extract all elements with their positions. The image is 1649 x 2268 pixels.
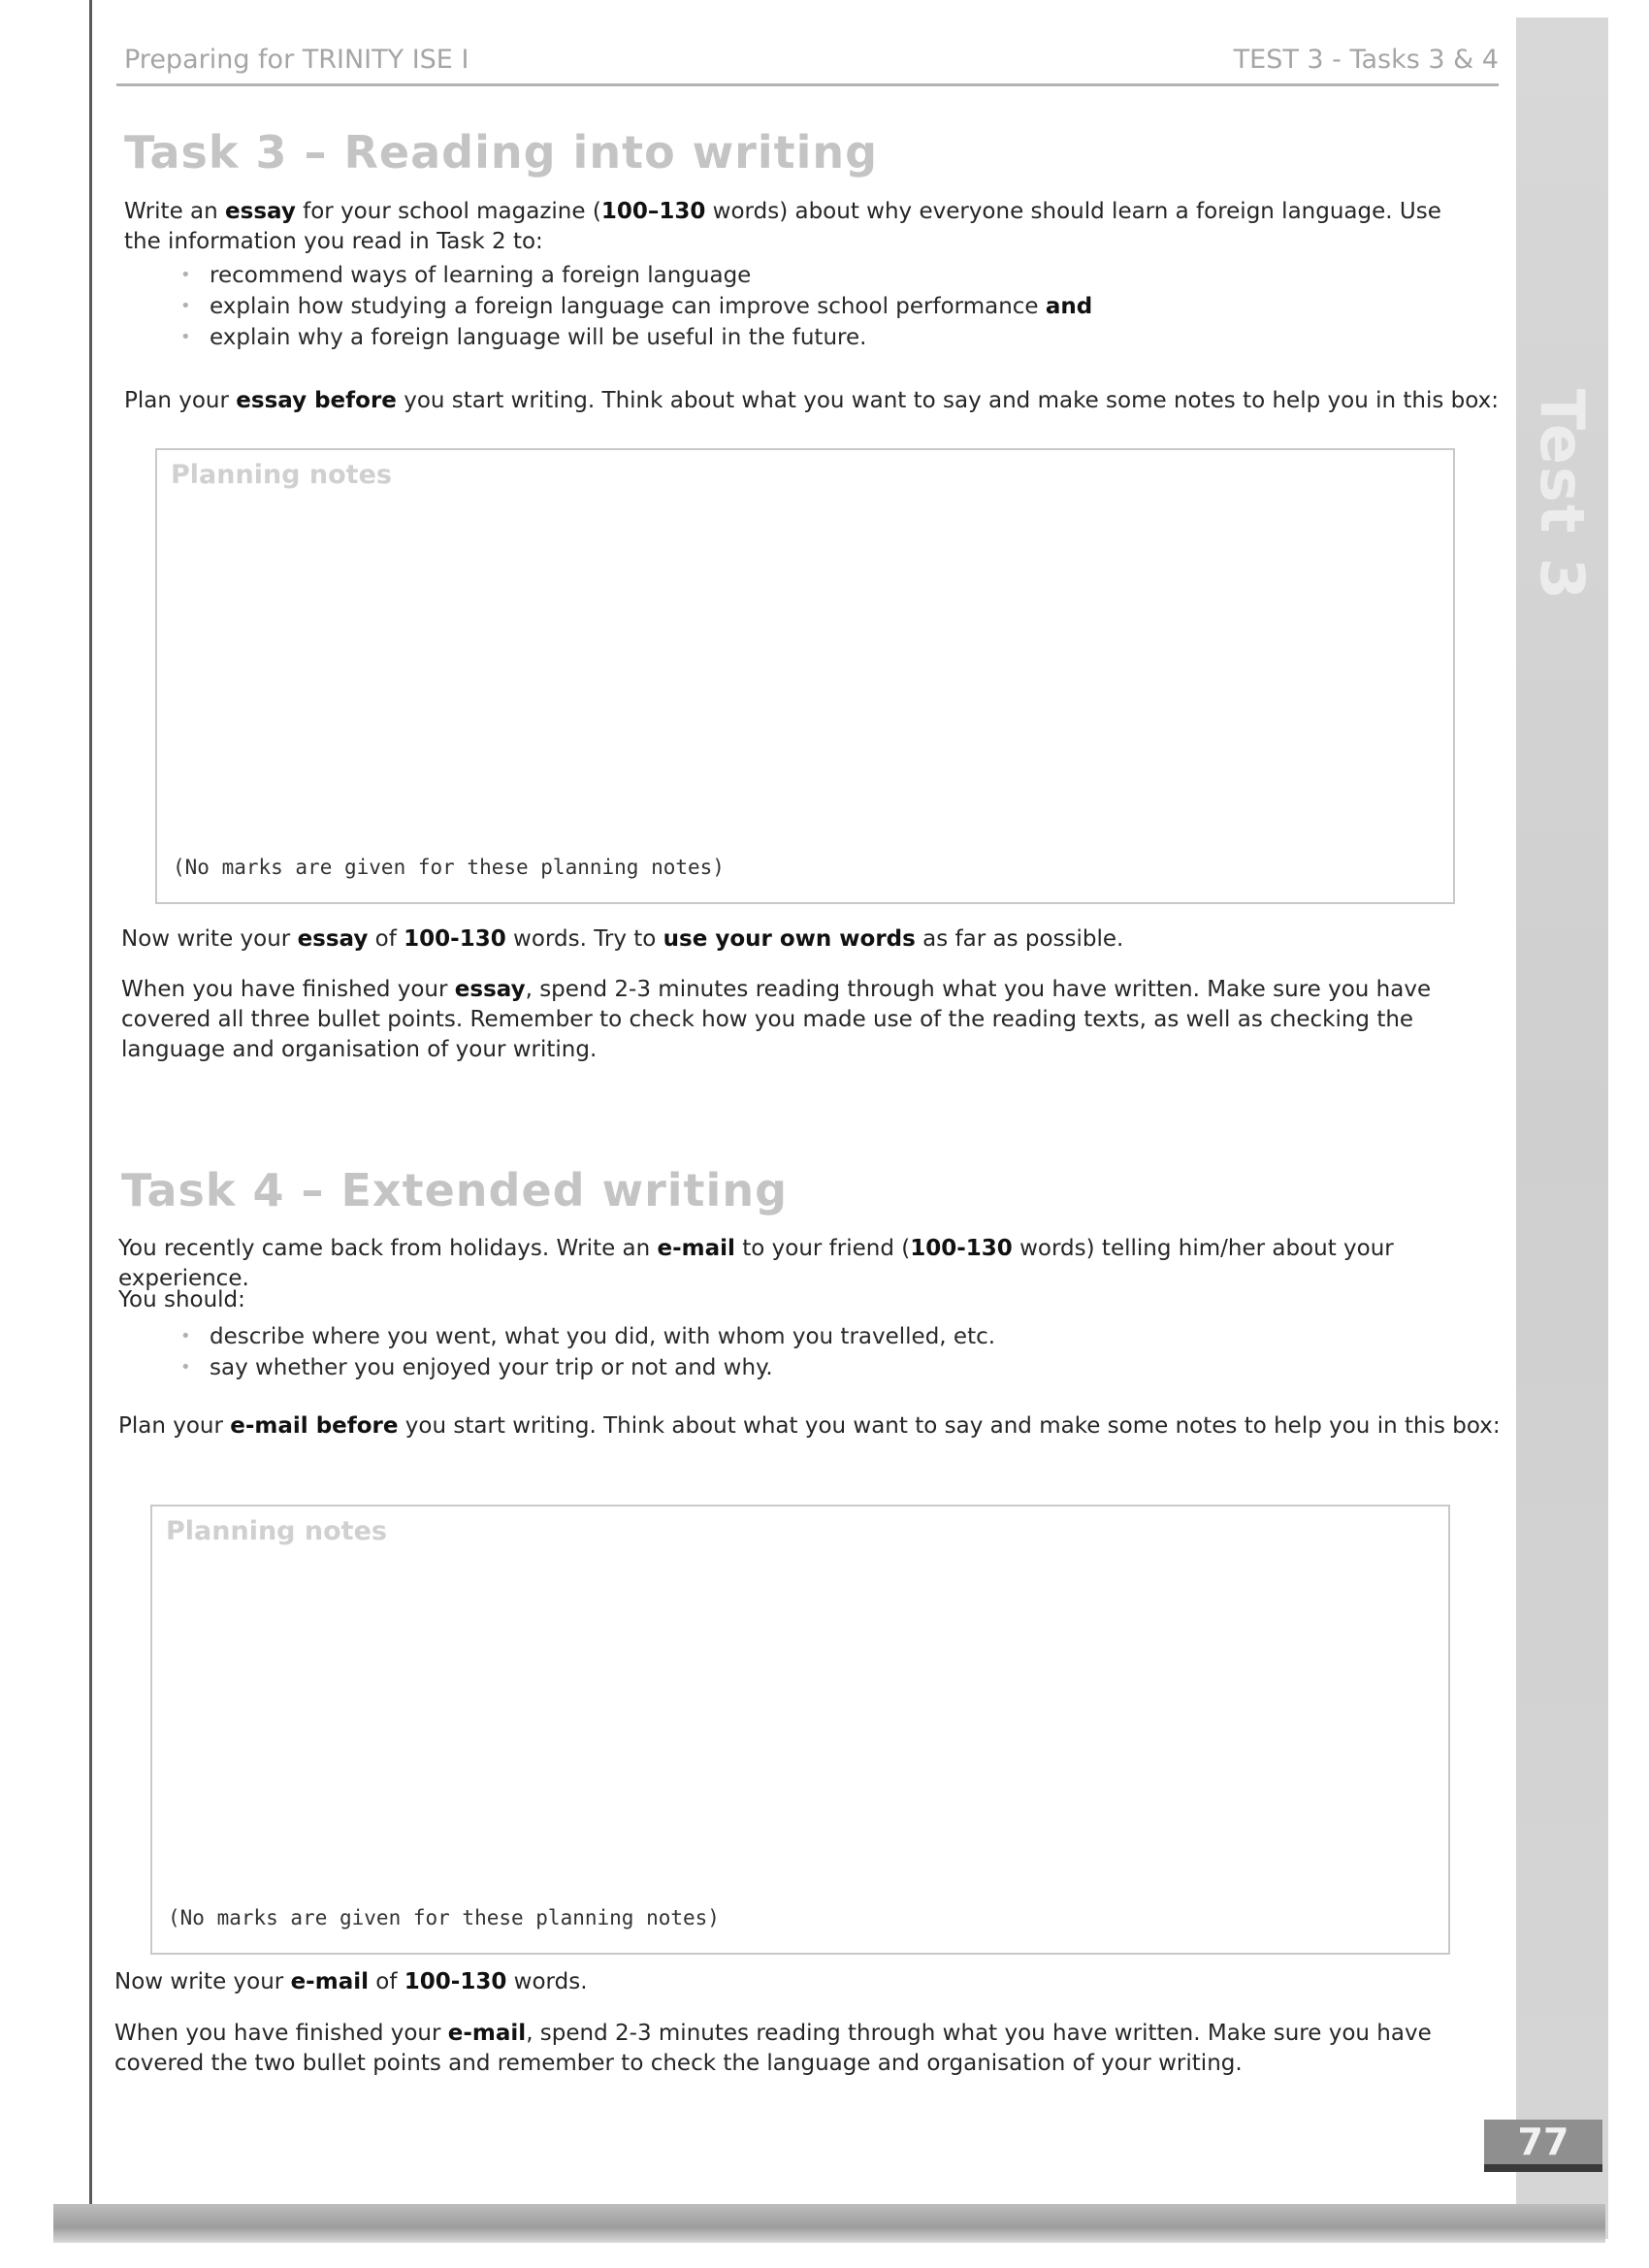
text-run: for your school magazine ( bbox=[295, 199, 601, 224]
bold-text-run: e-mail bbox=[657, 1236, 735, 1261]
task3-title: Task 3 – Reading into writing bbox=[124, 126, 879, 178]
task3-bullet-list bbox=[180, 260, 1441, 353]
text-run: words. bbox=[506, 1969, 588, 1994]
text-run: , spend 2-3 minutes reading through what you have written. Make sure you have covered all three bullet points. Remember to check how you made use of the reading texts, as well as checking the language and organisation of your writing. bbox=[121, 977, 1432, 1062]
text-run: words) telling him/her about your experience. bbox=[118, 1236, 1394, 1291]
text-run: of bbox=[368, 1969, 404, 1994]
header-section: TEST 3 - Tasks 3 & 4 bbox=[1233, 45, 1499, 75]
text-run: You recently came back from holidays. Write an bbox=[118, 1236, 658, 1261]
task3-finished-instruction bbox=[121, 975, 1479, 1065]
text-run: you start writing. Think about what you want to say and make some notes to help you in this box: bbox=[398, 1413, 1501, 1439]
text-run: When you have finished your bbox=[114, 2021, 448, 2046]
text-run: describe where you went, what you did, with whom you travelled, etc. bbox=[210, 1324, 996, 1349]
task3-notes-title: Planning notes bbox=[171, 460, 392, 490]
text-run: Write an bbox=[124, 199, 226, 224]
bold-text-run: essay before bbox=[236, 388, 397, 413]
bold-text-run: e-mail bbox=[290, 1969, 369, 1994]
text-run: Now write your bbox=[114, 1969, 291, 1994]
bold-text-run: use your own words bbox=[663, 926, 916, 952]
page-number: 77 bbox=[1484, 2120, 1602, 2172]
bullet-item bbox=[180, 291, 1441, 322]
text-run: as far as possible. bbox=[915, 926, 1124, 952]
text-run: say whether you enjoyed your trip or not and why. bbox=[210, 1355, 773, 1380]
text-run: explain why a foreign language will be useful in the future. bbox=[210, 325, 867, 350]
text-run: recommend ways of learning a foreign language bbox=[210, 263, 752, 288]
side-tab-text: Test 3 bbox=[1527, 388, 1598, 601]
text-run: Plan your bbox=[118, 1413, 231, 1439]
bold-text-run: essay bbox=[297, 926, 369, 952]
text-run: Plan your bbox=[124, 388, 237, 413]
bold-text-run: essay bbox=[454, 977, 526, 1002]
bold-text-run: e-mail before bbox=[230, 1413, 399, 1439]
task4-plan-instruction bbox=[118, 1411, 1525, 1442]
text-run: You should: bbox=[118, 1287, 245, 1312]
bullet-item bbox=[180, 260, 1441, 291]
text-run: to your friend ( bbox=[734, 1236, 911, 1261]
bold-text-run: essay bbox=[225, 199, 296, 224]
bold-text-run: 100-130 bbox=[910, 1236, 1013, 1261]
task3-now-write bbox=[121, 924, 1499, 955]
task4-notes-title: Planning notes bbox=[166, 1516, 387, 1546]
task4-you-should bbox=[118, 1285, 700, 1315]
task3-intro bbox=[124, 197, 1472, 257]
page-binding-edge bbox=[89, 0, 92, 2221]
text-run: , spend 2-3 minutes reading through what you have written. Make sure you have covered the two bullet points and remember to check the language and organisation of your writing. bbox=[114, 2021, 1432, 2076]
task3-plan-instruction bbox=[124, 386, 1502, 416]
side-tab-label bbox=[1516, 388, 1608, 601]
bullet-item bbox=[180, 322, 1441, 353]
text-run: Now write your bbox=[121, 926, 298, 952]
bullet-item bbox=[180, 1321, 1441, 1352]
text-run: words) about why everyone should learn a foreign language. Use the information you read in Task 2 to: bbox=[124, 199, 1441, 254]
bold-text-run: 100-130 bbox=[404, 1969, 507, 1994]
task4-bullet-list bbox=[180, 1321, 1441, 1383]
bold-text-run: 100–130 bbox=[600, 199, 706, 224]
bold-text-run: and bbox=[1045, 294, 1093, 319]
task4-planning-notes-box[interactable] bbox=[150, 1505, 1450, 1955]
bold-text-run: e-mail bbox=[447, 2021, 527, 2046]
bold-text-run: 100-130 bbox=[404, 926, 506, 952]
task3-planning-notes-box[interactable] bbox=[155, 448, 1455, 904]
text-run: you start writing. Think about what you want to say and make some notes to help you in this box: bbox=[396, 388, 1499, 413]
bullet-item bbox=[180, 1352, 1441, 1383]
task4-now-write bbox=[114, 1967, 1492, 1997]
task4-notes-footer: (No marks are given for these planning notes) bbox=[168, 1906, 720, 1929]
text-run: of bbox=[368, 926, 404, 952]
scan-bottom-edge bbox=[53, 2204, 1605, 2243]
running-header bbox=[116, 45, 1499, 86]
task4-title: Task 4 – Extended writing bbox=[121, 1164, 788, 1216]
task3-notes-footer: (No marks are given for these planning notes) bbox=[173, 856, 725, 879]
side-tab-strip bbox=[1516, 17, 1608, 2239]
text-run: When you have finished your bbox=[121, 977, 455, 1002]
text-run: explain how studying a foreign language can improve school performance bbox=[210, 294, 1046, 319]
text-run: words. Try to bbox=[505, 926, 663, 952]
task4-finished-instruction bbox=[114, 2019, 1492, 2079]
header-book-title: Preparing for TRINITY ISE I bbox=[124, 45, 469, 75]
